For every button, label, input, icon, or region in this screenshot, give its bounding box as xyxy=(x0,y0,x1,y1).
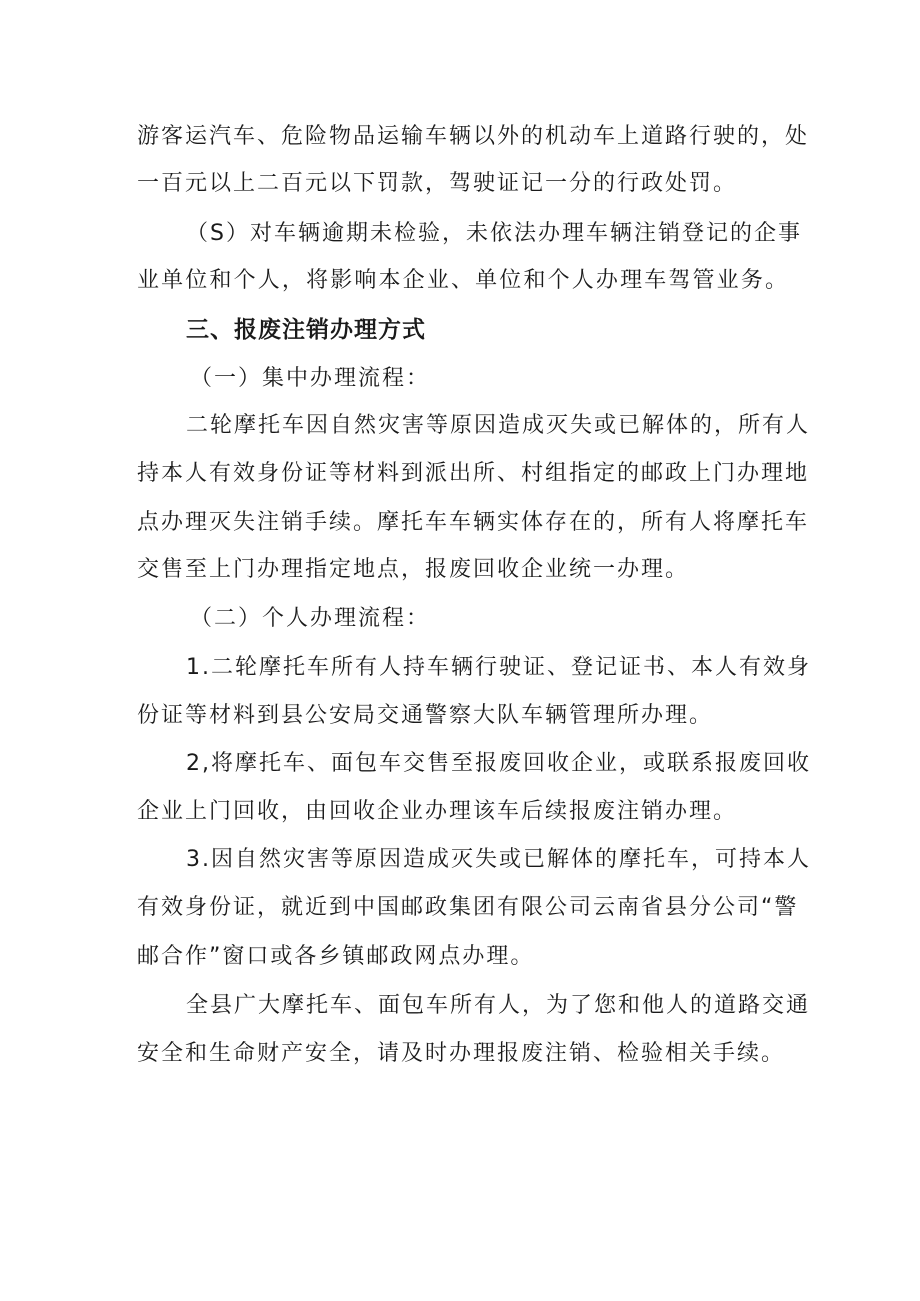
paragraph-line: 交售至上门办理指定地点，报废回收企业统一办理。 xyxy=(137,557,690,582)
paragraph-line: 邮合作”窗口或各乡镇邮政网点办理。 xyxy=(137,944,535,969)
paragraph-line: 业单位和个人，将影响本企业、单位和个人办理车驾管业务。 xyxy=(137,268,789,293)
paragraph-line: 安全和生命财产安全，请及时办理报废注销、检验相关手续。 xyxy=(137,1041,786,1066)
subsection-heading: （一）集中办理流程： xyxy=(190,366,431,391)
paragraph-line: 全县广大摩托车、面包车所有人，为了您和他人的道路交通 xyxy=(186,993,811,1018)
paragraph-line: 二轮摩托车因自然灾害等原因造成灭失或已解体的，所有人 xyxy=(186,413,811,438)
section-heading: 三、报废注销办理方式 xyxy=(186,317,426,343)
paragraph-line: 有效身份证，就近到中国邮政集团有限公司云南省县分公司“警 xyxy=(137,895,799,920)
paragraph-line: 点办理灭失注销手续。摩托车车辆实体存在的，所有人将摩托车 xyxy=(137,510,810,535)
paragraph-line: 企业上门回收，由回收企业办理该车后续报废注销办理。 xyxy=(137,799,738,824)
paragraph-line: 一百元以上二百元以下罚款，驾驶证记一分的行政处罚。 xyxy=(137,171,738,196)
paragraph-line: 1.二轮摩托车所有人持车辆行驶证、登记证书、本人有效身 xyxy=(186,655,811,680)
paragraph-line: 3.因自然灾害等原因造成灭失或已解体的摩托车，可持本人 xyxy=(186,847,811,872)
paragraph-line: 2,将摩托车、面包车交售至报废回收企业，或联系报废回收 xyxy=(186,751,811,776)
subsection-heading: （二）个人办理流程： xyxy=(190,606,431,631)
paragraph-line: 游客运汽车、危险物品运输车辆以外的机动车上道路行驶的，处 xyxy=(137,124,810,149)
paragraph-line: 份证等材料到县公安局交通警察大队车辆管理所办理。 xyxy=(137,703,714,728)
paragraph-line: 持本人有效身份证等材料到派出所、村组指定的邮政上门办理地 xyxy=(137,461,810,486)
paragraph-line: （S）对车辆逾期未检验，未依法办理车辆注销登记的企事 xyxy=(186,221,802,246)
